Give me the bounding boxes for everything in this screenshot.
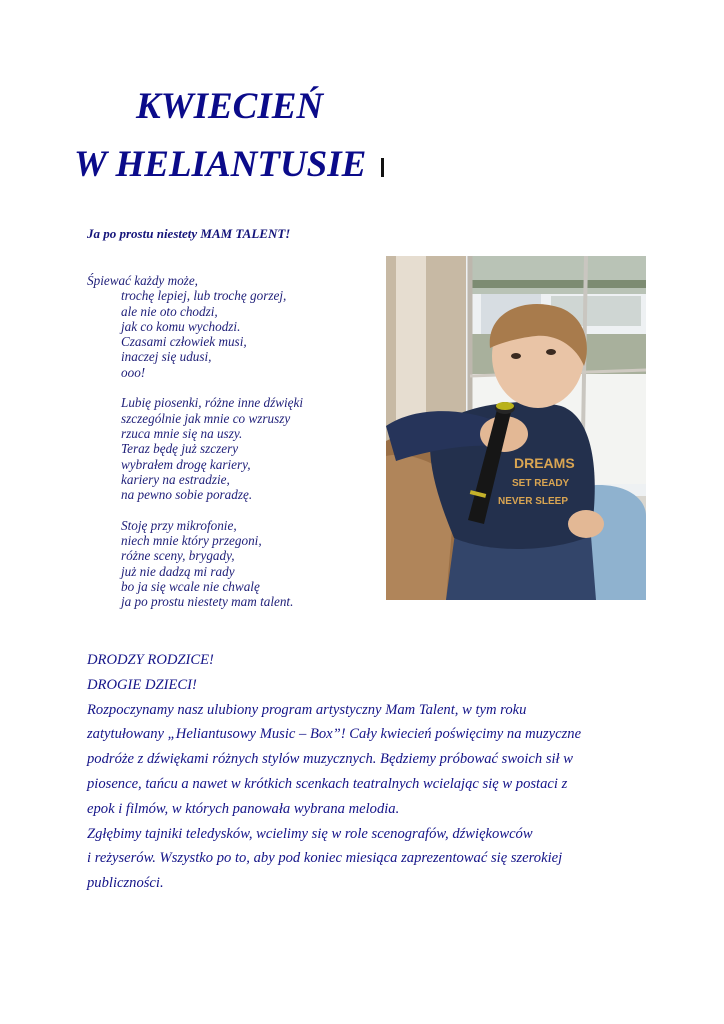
announcement-text	[87, 648, 657, 896]
shirt-print-text: NEVER SLEEP	[498, 496, 569, 507]
poem-line: wybrałem drogę kariery,	[121, 456, 251, 472]
poem-line: inaczej się udusi,	[121, 349, 212, 365]
paragraph-line: podróże z dźwiękami różnych stylów muzycznych. Będziemy próbować swoich sił w	[87, 751, 573, 768]
paragraph-line: Zgłębimy tajniki teledysków, wcielimy się w role scenografów, dźwiękowców	[87, 825, 533, 842]
paragraph-line: Rozpoczynamy nasz ulubiony program artystyczny Mam Talent, w tym roku	[87, 701, 527, 718]
poem-subtitle: Ja po prostu niestety MAM TALENT!	[87, 226, 291, 241]
photo-illustration	[386, 256, 646, 600]
paragraph-line: epok i filmów, w których panowała wybrana melodia.	[87, 800, 400, 817]
poem-line: ale nie oto chodzi,	[121, 303, 218, 319]
poem-line: już nie dadzą mi rady	[121, 563, 235, 579]
poem-line: niech mnie który przegoni,	[121, 533, 262, 549]
shirt-print-text: SET READY	[512, 478, 570, 489]
paragraph-line: i reżyserów. Wszystko po to, aby pod koniec miesiąca zaprezentować się szerokiej	[87, 850, 563, 867]
poem-line: na pewno sobie poradzę.	[121, 487, 253, 503]
poem-line: rzuca mnie się na uszy.	[121, 425, 243, 441]
poem-line: Czasami człowiek musi,	[121, 334, 247, 350]
poem-stanza-3	[87, 518, 377, 610]
poem-line: Lubię piosenki, różne inne dźwięki	[121, 395, 304, 411]
shirt-print-text: DREAMS	[514, 455, 575, 471]
poem-line: Teraz będę już szczery	[121, 441, 239, 457]
photo-boy-with-microphone	[386, 256, 646, 600]
poem-line: Śpiewać każdy może,	[87, 273, 198, 288]
poem-stanza-1	[87, 273, 377, 380]
poem	[87, 273, 377, 610]
greeting-parents: DRODZY RODZICE!	[87, 652, 214, 668]
poem-line: różne sceny, brygady,	[121, 548, 235, 564]
poem-line: bo ja się wcale nie chwalę	[121, 578, 260, 594]
poem-stanza-2	[87, 395, 377, 502]
poem-line: ja po prostu niestety mam talent.	[121, 594, 294, 610]
greeting-children: DROGIE DZIECI!	[87, 676, 197, 693]
poem-line: Stoję przy mikrofonie,	[121, 517, 237, 533]
poem-line: jak co komu wychodzi.	[121, 318, 241, 334]
poem-line: kariery na estradzie,	[121, 471, 230, 487]
paragraph-line: piosence, tańcu a nawet w krótkich scenkach teatralnych wcielając się w postaci z	[87, 775, 568, 792]
page-title-line-2: W HELIANTUSIE	[74, 144, 367, 185]
page-title-line-1: KWIECIEŃ	[136, 86, 324, 127]
paragraph-line: zatytułowany „Heliantusowy Music – Box”! Cały kwiecień poświęcimy na muzyczne	[87, 726, 582, 743]
poem-line: szczególnie jak mnie co wzruszy	[121, 410, 291, 426]
paragraph-line: publiczności.	[87, 875, 164, 892]
poem-line: ooo!	[121, 364, 146, 380]
poem-line: trochę lepiej, lub trochę gorzej,	[121, 288, 287, 304]
text-cursor-mark	[381, 158, 384, 177]
